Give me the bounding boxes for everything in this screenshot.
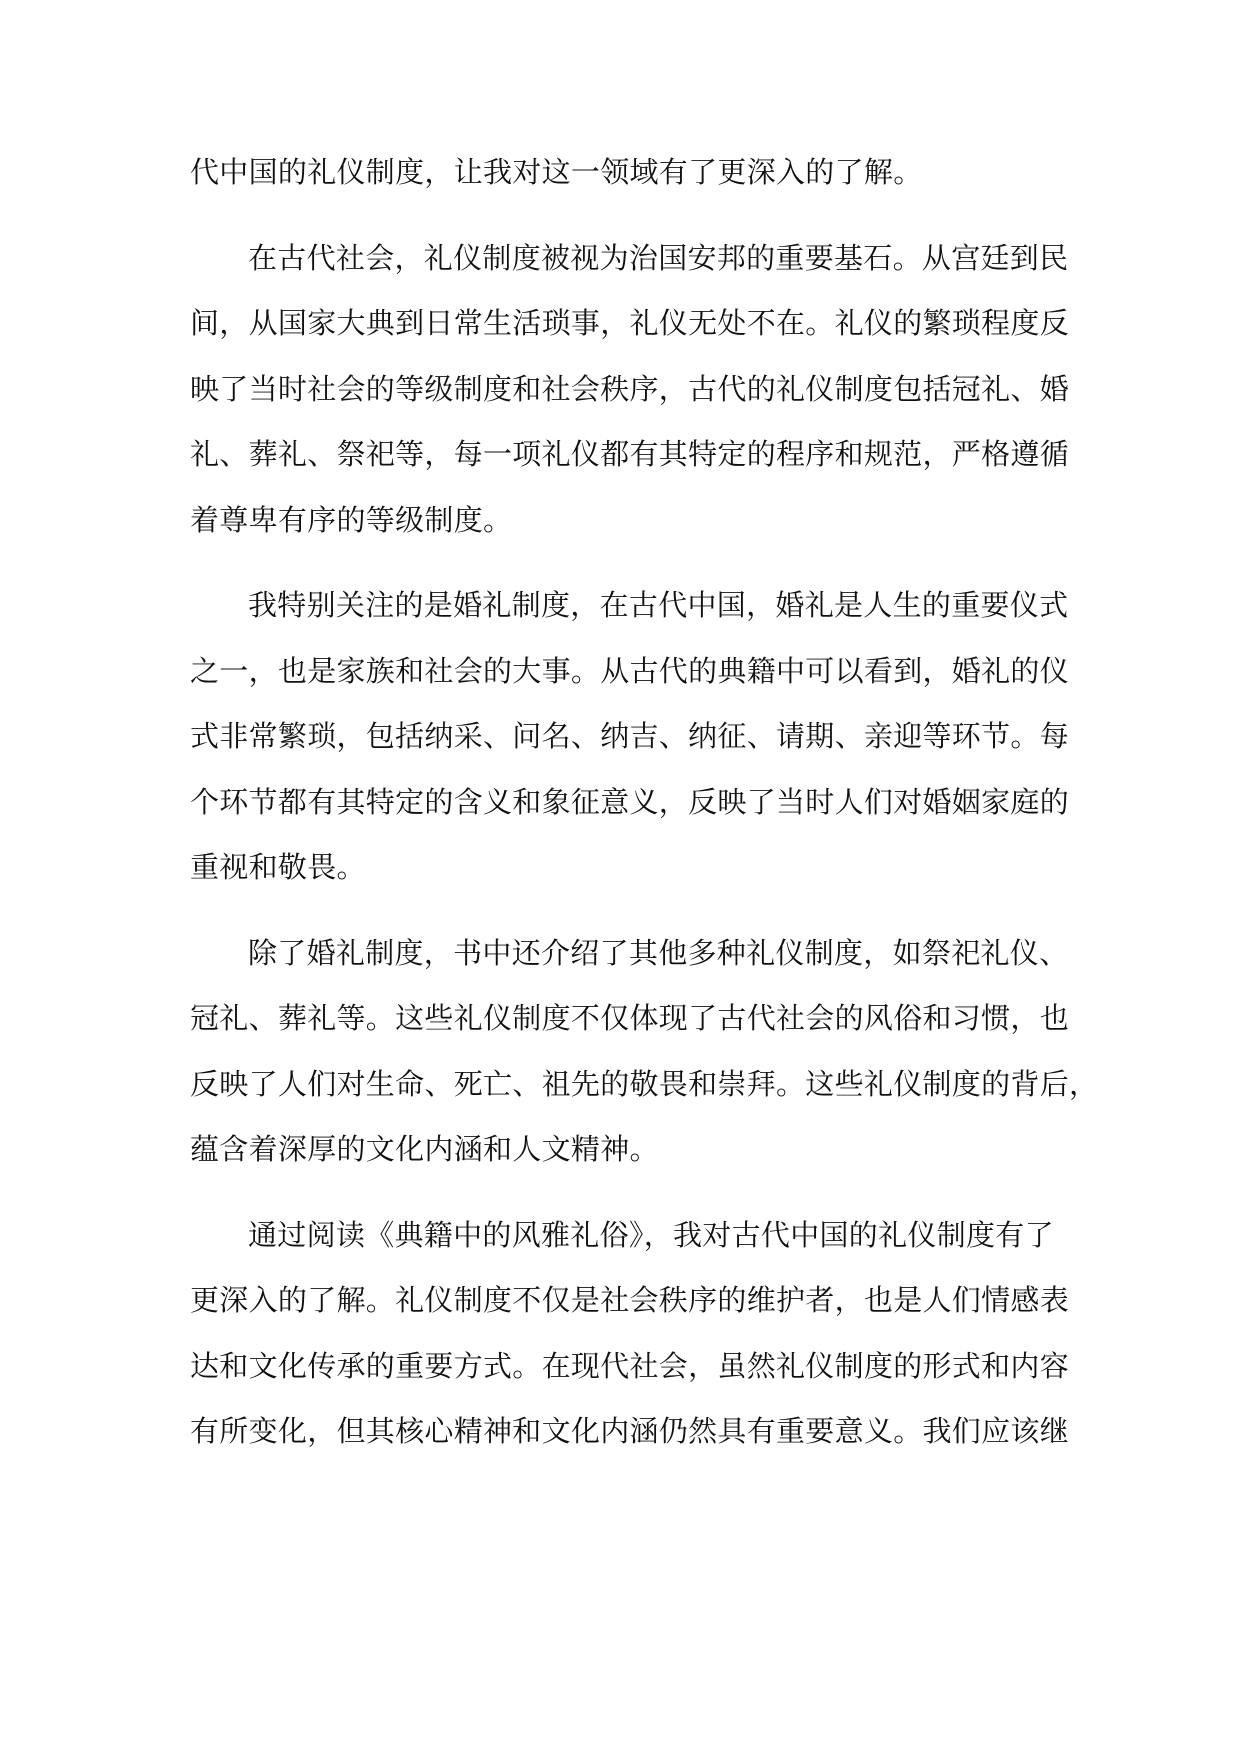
paragraph-gap — [190, 901, 1060, 921]
text-line: 间，从国家大典到日常生活琐事，礼仪无处不在。礼仪的繁琐程度反 — [190, 306, 1070, 340]
text-line: 着尊卑有序的等级制度。 — [190, 502, 513, 537]
text-line: 达和文化传承的重要方式。在现代社会，虽然礼仪制度的形式和内容 — [190, 1348, 1070, 1383]
text-line: 个环节都有其特定的含义和象征意义，反映了当时人们对婚姻家庭的 — [190, 784, 1070, 819]
text-line: 映了当时社会的等级制度和社会秩序，古代的礼仪制度包括冠礼、婚 — [190, 371, 1070, 406]
text-line: 蕴含着深厚的文化内涵和人文精神。 — [190, 1132, 659, 1166]
paragraph-gap — [190, 206, 1060, 226]
text-line: 有所变化，但其核心精神和文化内涵仍然具有重要意义。我们应该继 — [190, 1414, 1070, 1448]
body-text — [190, 140, 1099, 1465]
text-line: 反映了人们对生命、死亡、祖先的敬畏和崇拜。这些礼仪制度的背后， — [190, 1066, 1099, 1101]
text-line: 礼、葬礼、祭祀等，每一项礼仪都有其特定的程序和规范，严格遵循 — [190, 437, 1070, 471]
paragraph-gap — [190, 1183, 1060, 1203]
text-line: 重视和敬畏。 — [190, 850, 366, 884]
text-line: 代中国的礼仪制度，让我对这一领域有了更深入的了解。 — [190, 155, 923, 189]
text-line: 除了婚礼制度，书中还介绍了其他多种礼仪制度，如祭祀礼仪、 — [248, 935, 1069, 970]
text-line: 通过阅读《典籍中的风雅礼俗》，我对古代中国的礼仪制度有了 — [248, 1217, 1054, 1252]
text-line: 之一，也是家族和社会的大事。从古代的典籍中可以看到，婚礼的仪 — [190, 653, 1070, 688]
paragraph-gap — [190, 553, 1060, 573]
text-line: 冠礼、葬礼等。这些礼仪制度不仅体现了古代社会的风俗和习惯，也 — [190, 1001, 1070, 1035]
text-line: 式非常繁琐，包括纳采、问名、纳吉、纳征、请期、亲迎等环节。每 — [190, 719, 1070, 753]
text-line: 在古代社会，礼仪制度被视为治国安邦的重要基石。从宫廷到民 — [248, 240, 1069, 275]
text-line: 我特别关注的是婚礼制度，在古代中国，婚礼是人生的重要仪式 — [248, 588, 1069, 622]
text-line: 更深入的了解。礼仪制度不仅是社会秩序的维护者，也是人们情感表 — [190, 1283, 1070, 1317]
